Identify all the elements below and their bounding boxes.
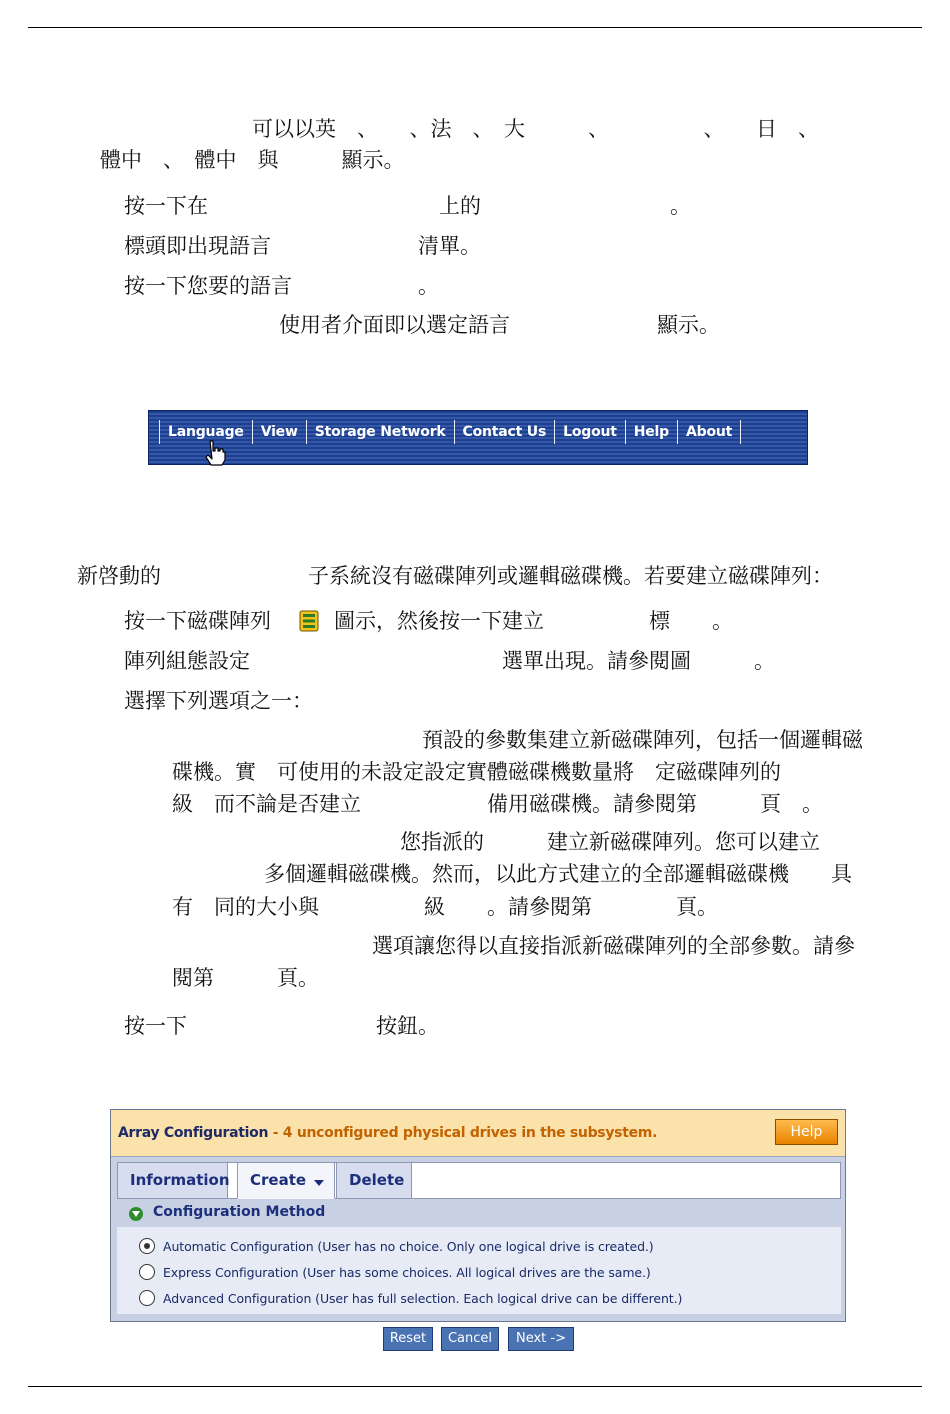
lang-step-3: 按一下您要的語言 。	[124, 274, 439, 298]
intro-line-1: 可以以英 、 、法 、 大 、 、 日 、	[252, 117, 819, 141]
menu-language[interactable]: Language	[168, 424, 244, 440]
tab-create[interactable]	[237, 1162, 335, 1199]
cancel-button[interactable]: Cancel	[441, 1327, 499, 1351]
tab-strip	[117, 1162, 841, 1199]
tab-create-label: Create	[250, 1171, 307, 1189]
option-auto-line-3: 級 而不論是否建立 備用磁碟機。請參閱第 頁 。	[172, 792, 823, 816]
intro-line-2: 體中 、 體中 與 顯示。	[100, 148, 405, 172]
menu-items	[159, 419, 741, 445]
top-rule	[28, 27, 922, 28]
array-configuration-panel	[110, 1109, 846, 1322]
configuration-options	[117, 1227, 841, 1314]
menu-logout[interactable]: Logout	[563, 424, 617, 440]
option-advanced-line-1: 選項讓您得以直接指派新磁碟陣列的全部參數。請參	[372, 934, 855, 958]
menu-storage-network[interactable]: Storage Network	[314, 424, 446, 440]
dropdown-caret-icon	[314, 1180, 324, 1186]
option-express-line-2: 多個邏輯磁碟機。然而，以此方式建立的全部邏輯磁碟機 具	[264, 862, 852, 886]
panel-header	[111, 1110, 845, 1157]
option-advanced-line-2: 閱第 頁。	[172, 966, 319, 990]
option-express-line-1: 您指派的 建立新磁碟陣列。您可以建立	[400, 830, 820, 854]
disk-array-icon	[298, 610, 320, 632]
option-automatic-label: Automatic Configuration (User has no choice. Only one logical drive is created.)	[163, 1238, 654, 1254]
array-intro: 新啓動的 子系統沒有磁碟陣列或邏輯磁碟機。若要建立磁碟陣列：	[77, 564, 833, 588]
lang-step-2: 標頭即出現語言 清單。	[124, 234, 481, 258]
radio-automatic[interactable]	[139, 1238, 155, 1254]
option-express[interactable]	[139, 1262, 651, 1282]
help-button[interactable]: Help	[775, 1119, 838, 1145]
option-auto-line-2: 碟機。實 可使用的未設定設定實體磁碟機數量將 定磁碟陣列的	[172, 760, 781, 784]
option-express-label: Express Configuration (User has some choices. All logical drives are the same.)	[163, 1264, 651, 1280]
section-collapse-icon[interactable]	[129, 1207, 143, 1221]
array-step-1a: 按一下磁碟陣列	[124, 609, 271, 633]
section-header[interactable]	[117, 1201, 841, 1227]
tab-information[interactable]: Information	[117, 1162, 228, 1199]
option-express-line-3: 有 同的大小與 級 。請參閱第 頁。	[172, 895, 718, 919]
tab-delete[interactable]: Delete	[336, 1162, 412, 1199]
option-advanced-label: Advanced Configuration (User has full selection. Each logical drive can be different.)	[163, 1290, 683, 1306]
radio-advanced[interactable]	[139, 1290, 155, 1306]
next-button[interactable]: Next ->	[508, 1327, 574, 1351]
panel-subtitle: - 4 unconfigured physical drives in the subsystem.	[268, 1125, 658, 1141]
menu-help[interactable]: Help	[633, 424, 669, 440]
panel-title	[118, 1125, 657, 1141]
array-step-3: 選擇下列選項之一：	[124, 689, 313, 713]
top-menu-bar	[148, 410, 808, 465]
radio-express[interactable]	[139, 1264, 155, 1280]
bottom-rule	[28, 1386, 922, 1387]
lang-step-4: 使用者介面即以選定語言 顯示。	[132, 313, 720, 337]
panel-title-main: Array Configuration	[118, 1125, 269, 1141]
option-automatic[interactable]	[139, 1236, 654, 1256]
lang-step-1: 按一下在 上的 。	[124, 194, 691, 218]
option-auto-line-1: 預設的參數集建立新磁碟陣列，包括一個邏輯磁	[422, 728, 863, 752]
option-advanced[interactable]	[139, 1288, 682, 1308]
reset-button[interactable]: Reset	[383, 1327, 433, 1351]
final-step: 按一下 按鈕。	[124, 1014, 439, 1038]
hand-pointer-icon	[202, 439, 228, 467]
array-step-1b: 圖示，然後按一下建立 標 。	[334, 609, 733, 633]
section-label: Configuration Method	[153, 1204, 326, 1220]
menu-view[interactable]: View	[260, 424, 298, 440]
menu-separator	[740, 420, 741, 444]
menu-about[interactable]: About	[685, 424, 733, 440]
array-step-2: 陣列組態設定 選單出現。請參閱圖 。	[124, 649, 775, 673]
menu-contact-us[interactable]: Contact Us	[462, 424, 547, 440]
